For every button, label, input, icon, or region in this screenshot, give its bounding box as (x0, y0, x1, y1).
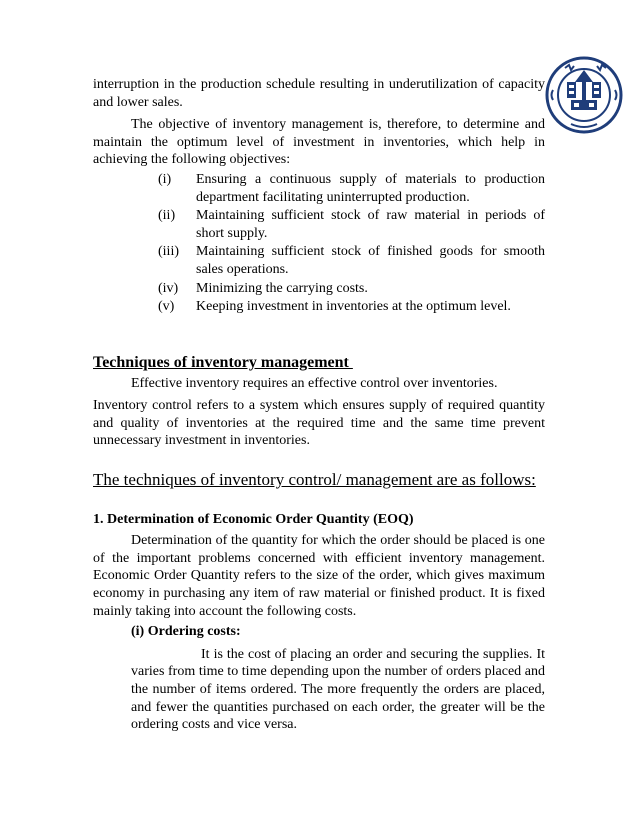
document-body (93, 76, 545, 734)
paragraph-objective: The objective of inventory management is, therefore, to determine and maintain the optimum level of investment in inventories, which help in achieving the following objectives: (93, 117, 545, 168)
list-item-number: (ii) (158, 208, 176, 224)
list-item (158, 298, 545, 316)
list-item (158, 171, 545, 206)
ordering-costs-heading: (i) Ordering costs: (131, 624, 241, 640)
list-item-text: Minimizing the carrying costs. (196, 280, 368, 296)
ordering-costs-text: It is the cost of placing an order and securing the supplies. It varies from time to time depending upon the number of orders placed and the number of items ordered. The more frequently the orders are placed, and fewer the quantities purchased on each order, the greater will be the ordering costs and vice versa. (131, 646, 545, 733)
list-item-text: Keeping investment in inventories at the optimum level. (196, 299, 511, 315)
paragraph-intro-continuation: interruption in the production schedule resulting in underutilization of capacity and lower sales. (93, 77, 545, 110)
list-item-number: (v) (158, 299, 175, 315)
list-item-number: (iv) (158, 280, 179, 296)
list-item-text: Ensuring a continuous supply of materials to production department facilitating uninterrupted production. (196, 171, 545, 205)
list-item-number: (i) (158, 171, 172, 187)
section-heading-techniques: Techniques of inventory management (93, 353, 353, 371)
section-heading-techniques-list: The techniques of inventory control/ management are as follows: (93, 469, 536, 489)
list-item-text: Maintaining sufficient stock of raw material in periods of short supply. (196, 208, 545, 241)
list-item-number: (iii) (158, 244, 179, 260)
list-item-text: Maintaining sufficient stock of finished goods for smooth sales operations. (196, 244, 545, 277)
eoq-heading: 1. Determination of Economic Order Quantity (EOQ) (93, 511, 414, 527)
list-item (158, 280, 545, 298)
paragraph-inventory-control: Inventory control refers to a system which ensures supply of required quantity and quality of inventories at the required time and the same time prevent unnecessary investment in inventories. (93, 397, 545, 449)
paragraph-eoq: Determination of the quantity for which the order should be placed is one of the important problems concerned with efficient inventory management. Economic Order Quantity refers to the size of the order, which gives maximum economy in purchasing any item of raw material or finished product. It is fixed mainly taking into account the following costs. (93, 533, 545, 619)
objectives-list (158, 171, 545, 316)
paragraph-ordering-costs (131, 646, 545, 734)
list-item (158, 207, 545, 242)
list-item (158, 243, 545, 278)
bank-seal-logo (545, 56, 623, 134)
paragraph-effective-inventory: Effective inventory requires an effective control over inventories. (131, 376, 498, 392)
